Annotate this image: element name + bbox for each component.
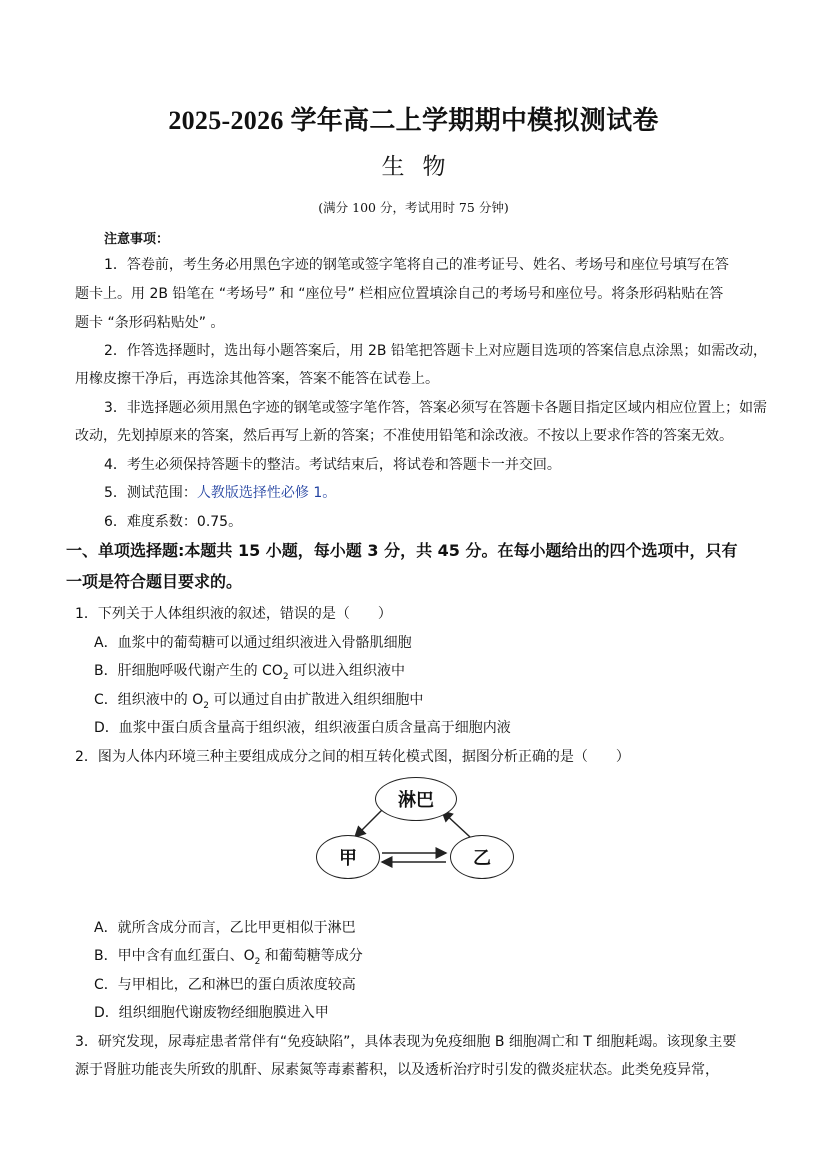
question-1-option-b: B．肝细胞呼吸代谢产生的 $CO_2$ 可以进入组织液中 <box>94 663 406 682</box>
question-2-option-a: A．就所含成分而言，乙比甲更相似于淋巴 <box>94 920 356 936</box>
body-fluid-diagram <box>310 775 520 885</box>
notice-item-2-line-2: 用橡皮擦干净后，再选涂其他答案，答案不能答在试卷上。 <box>75 371 439 387</box>
notice-item-1-line-3: 题卡 “条形码粘贴处” 。 <box>75 315 225 331</box>
arrow-yi-to-lymph <box>442 811 470 837</box>
exam-title: 2025-2026 学年高二上学期期中模拟测试卷 <box>168 106 659 135</box>
question-2-option-c: C．与甲相比，乙和淋巴的蛋白质浓度较高 <box>94 977 356 993</box>
node-lymph: 淋巴 <box>375 777 457 821</box>
notice-item-1-line-1: 1．答卷前，考生务必用黑色字迹的钢笔或签字笔将自己的准考证号、姓名、考场号和座位号填写在答 <box>104 257 729 273</box>
question-2-stem: 2．图为人体内环境三种主要组成成分之间的相互转化模式图，据图分析正确的是（ ） <box>75 749 630 765</box>
question-1-stem: 1．下列关于人体组织液的叙述，错误的是（ ） <box>75 606 392 622</box>
question-1-option-a: A．血浆中的葡萄糖可以通过组织液进入骨骼肌细胞 <box>94 635 412 651</box>
notice-item-6: 6．难度系数：0.75。 <box>104 514 243 530</box>
notice-item-3-line-2: 改动，先划掉原来的答案，然后再写上新的答案；不准使用铅笔和涂改液。不按以上要求作答的答案无效。 <box>75 428 733 444</box>
question-2-option-b: B．甲中含有血红蛋白、$O_2$ 和葡萄糖等成分 <box>94 948 363 967</box>
section-heading-line-2: 一项是符合题目要求的。 <box>66 572 243 591</box>
subject-title: 生物 <box>381 154 464 180</box>
notice-heading: 注意事项： <box>104 232 170 247</box>
question-1-option-c: C．组织液中的 $O_2$ 可以通过自由扩散进入组织细胞中 <box>94 692 424 711</box>
node-jia: 甲 <box>316 835 380 879</box>
question-3-line-1: 3．研究发现，尿毒症患者常伴有“免疫缺陷”，具体表现为免疫细胞 B 细胞凋亡和 T 细胞耗竭。该现象主要 <box>75 1034 737 1050</box>
question-2-option-d: D．组织细胞代谢废物经细胞膜进入甲 <box>94 1005 329 1021</box>
section-heading-line-1: 一、单项选择题:本题共 15 小题，每小题 3 分，共 45 分。在每小题给出的四个选项中，只有 <box>66 541 738 560</box>
question-3-line-2: 源于肾脏功能丧失所致的肌酐、尿素氮等毒素蓄积，以及透析治疗时引发的微炎症状态。此类免疫异常， <box>75 1062 719 1078</box>
notice-item-3-line-1: 3．非选择题必须用黑色字迹的钢笔或签字笔作答，答案必须写在答题卡各题目指定区域内相应位置上；如需 <box>104 400 767 416</box>
question-1-option-d: D．血浆中蛋白质含量高于组织液，组织液蛋白质含量高于细胞内液 <box>94 720 511 736</box>
notice-item-1-line-2: 题卡上。用 2B 铅笔在 “考场号” 和 “座位号” 栏相应位置填涂自己的考场号和座位号。将条形码粘贴在答 <box>75 286 724 302</box>
notice-item-2-line-1: 2．作答选择题时，选出每小题答案后，用 2B 铅笔把答题卡上对应题目选项的答案信息点涂黑；如需改动， <box>104 343 767 359</box>
test-scope-value: 人教版选择性必修 1。 <box>196 485 337 501</box>
test-scope-label: 5．测试范围： <box>104 485 197 501</box>
arrow-lymph-to-jia <box>355 810 382 837</box>
score-note: (满分 100 分，考试用时 75 分钟) <box>318 200 509 215</box>
notice-item-5 <box>104 482 336 502</box>
node-yi: 乙 <box>450 835 514 879</box>
notice-item-4: 4．考生必须保持答题卡的整洁。考试结束后，将试卷和答题卡一并交回。 <box>104 457 561 473</box>
